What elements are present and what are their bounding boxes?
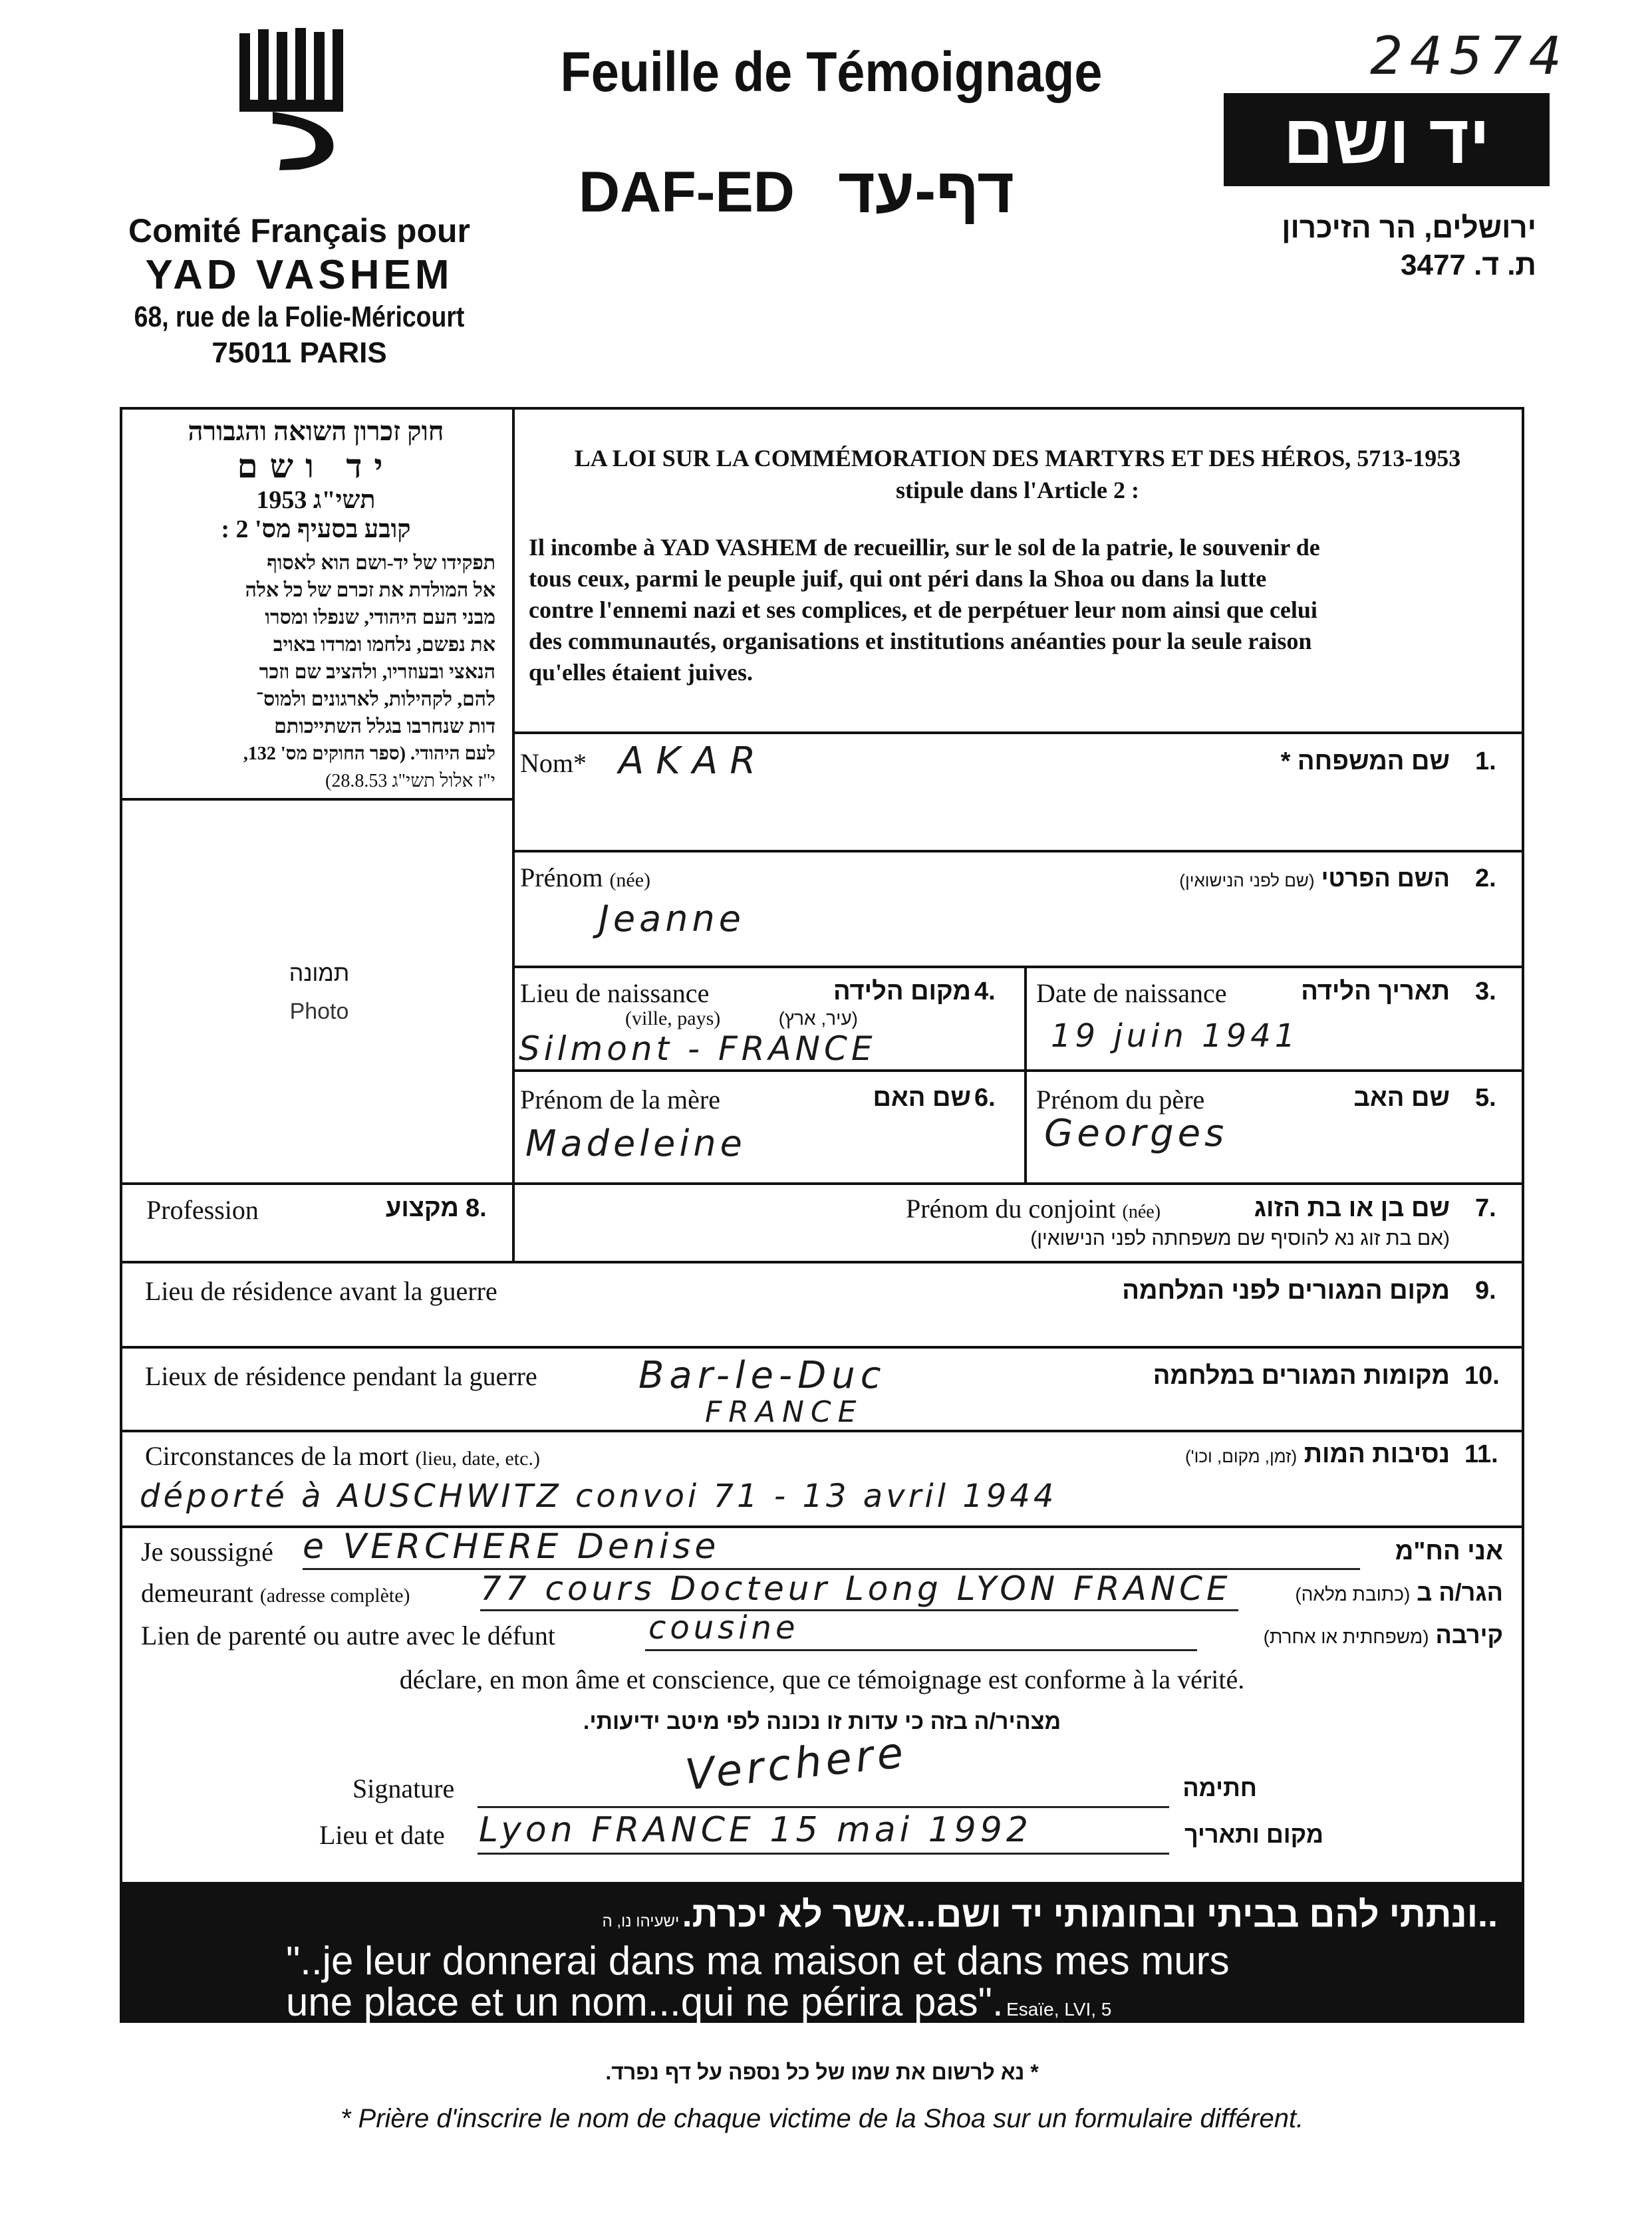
org-address-line-1: 68, rue de la Folie-Méricourt: [134, 301, 465, 333]
law-french-line: contre l'ennemi nazi et ses complices, et de perpétuer leur nom ainsi que celui: [529, 596, 1317, 623]
photo-label: Photo: [289, 999, 349, 1024]
field-prenom-pere-value: Georges: [1044, 1112, 1228, 1155]
field-nom-number: 1.: [1475, 747, 1496, 775]
witness-soussigne-value: e VERCHERE Denise: [303, 1527, 720, 1567]
field-residence-pendant-label: Lieux de résidence pendant la guerre: [145, 1361, 537, 1391]
law-hebrew-line: הנאצי ובעוזריו, ולהציב שם וזכר: [259, 661, 495, 683]
field-residence-pendant-number: 10.: [1464, 1362, 1500, 1390]
law-hebrew-line: י"ז אלול תשי"ג 28.8.53): [325, 771, 495, 791]
page-title: Feuille de Témoignage: [560, 41, 1103, 103]
field-date-naissance-he: תאריך הלידה: [1301, 978, 1450, 1005]
field-lieu-naissance-sub-he: (עיר, ארץ): [778, 1008, 858, 1029]
field-circonstances-value: déporté à AUSCHWITZ convoi 71 - 13 avril 1944: [140, 1478, 1057, 1515]
field-conjoint-label: [906, 1193, 1161, 1224]
law-french-line: tous ceux, parmi le peuple juif, qui ont péri dans la Shoa ou dans la lutte: [529, 565, 1267, 592]
field-circonstances-label-small: (lieu, date, etc.): [415, 1448, 540, 1470]
field-circonstances-number: 11.: [1464, 1440, 1498, 1468]
field-circonstances-he: [1024, 1440, 1450, 1469]
field-circonstances-he-small: (זמן, מקום, וכו'): [1185, 1446, 1298, 1466]
field-lieu-naissance-label: Lieu de naissance: [520, 978, 710, 1008]
field-profession-label: Profession: [146, 1195, 259, 1225]
field-date-naissance-value: 19 juin 1941: [1051, 1017, 1300, 1055]
field-nom-value: AKAR: [619, 739, 768, 783]
field-prenom-pere-label: Prénom du père: [1036, 1085, 1205, 1115]
witness-demeurant-he-small: (כתובת מלאה): [1295, 1584, 1411, 1605]
witness-soussigne-he: אני הח"מ: [1395, 1537, 1503, 1565]
witness-lien-he-small: (משפחתית או אחרת): [1263, 1627, 1429, 1647]
law-hebrew-line: אל המולדת את זכרם של כל אלה: [245, 579, 495, 601]
law-hebrew-line: מבני העם היהודי, שנפלו ומסרו: [265, 606, 495, 628]
field-lieu-naissance-number: 4.: [974, 978, 996, 1005]
witness-lien-value: cousine: [648, 1609, 799, 1646]
field-conjoint-he: שם בן או בת הזוג: [1254, 1194, 1450, 1222]
law-french-subtitle: stipule dans l'Article 2 :: [896, 477, 1139, 503]
law-french-line: Il incombe à YAD VASHEM de recueillir, sur le sol de la patrie, le souvenir de: [529, 534, 1320, 561]
law-hebrew-line: יד ושם: [237, 448, 395, 485]
banner-hebrew-text: ..ונתתי להם בביתי ובחומותי יד ושם...אשר לא יכרת.: [682, 1895, 1498, 1934]
field-residence-pendant-value-1: Bar-le-Duc: [638, 1354, 887, 1397]
law-hebrew-block: [136, 416, 495, 795]
law-hebrew-line: להם, לקהילות, לארגונים ולמוס־: [255, 688, 495, 710]
witness-demeurant-label: [141, 1577, 410, 1609]
field-prenom-he-text: השם הפרטי: [1321, 864, 1450, 892]
banner-french-line-2: [286, 1979, 1111, 2025]
witness-lien-label: Lien de parenté ou autre avec le défunt: [141, 1621, 556, 1650]
field-conjoint-sub-he: (אם בת זוג נא להוסיף שם משפחתה לפני הנישואין): [1030, 1228, 1450, 1250]
law-french-line: qu'elles étaient juives.: [529, 659, 753, 686]
footnote-french: * Prière d'inscrire le nom de chaque victime de la Shoa sur un formulaire différent.: [340, 2104, 1304, 2133]
witness-demeurant-he: [1244, 1579, 1503, 1607]
banner-french-line-1: "..je leur donnerai dans ma maison et dans mes murs: [286, 1938, 1230, 1983]
witness-lien-he: [1204, 1621, 1503, 1649]
witness-declaration-he: מצהיר/ה בזה כי עדות זו נכונה לפי מיטב ידיעותי.: [583, 1709, 1061, 1734]
field-residence-avant-label: Lieu de résidence avant la guerre: [145, 1276, 497, 1306]
witness-soussigne-label: Je soussigné: [141, 1537, 273, 1567]
law-hebrew-line: לעם היהודי. (ספר החוקים מס' 132,: [243, 743, 495, 764]
field-prenom-pere-number: 5.: [1475, 1084, 1496, 1112]
witness-demeurant-he-text: הגר/ה ב: [1417, 1579, 1503, 1606]
logo-hebrew-text: יד ושם: [1283, 101, 1490, 178]
field-prenom-label-text: Prénom: [520, 862, 603, 892]
law-hebrew-line: חוק זכרון השואה והגבורה: [188, 416, 444, 446]
signature-label: Signature: [352, 1774, 455, 1803]
field-prenom-mere-he: שם האם: [873, 1084, 971, 1112]
field-prenom-mere-value: Madeleine: [525, 1122, 746, 1164]
lieu-date-he: מקום ותאריך: [1184, 1821, 1323, 1848]
lieu-date-label: Lieu et date: [319, 1820, 445, 1850]
field-date-naissance-label: Date de naissance: [1036, 978, 1227, 1008]
yad-vashem-hebrew-logo: [1224, 93, 1550, 186]
field-prenom-mere-number: 6.: [974, 1084, 996, 1112]
law-french-body: [529, 532, 1506, 688]
right-address-line-2: ת. ד. 3477: [1401, 249, 1536, 281]
law-hebrew-line: קובע בסעיף מס' 2 :: [221, 515, 411, 543]
field-nom-label: Nom*: [520, 748, 587, 778]
field-residence-avant-number: 9.: [1475, 1277, 1496, 1305]
field-conjoint-number: 7.: [1475, 1194, 1496, 1222]
law-hebrew-line: דות שנחרבו בגלל השתייכותם: [274, 716, 495, 737]
field-circonstances-label: [145, 1440, 540, 1472]
field-residence-avant-he: מקום המגורים לפני המלחמה: [1122, 1277, 1450, 1305]
field-lieu-naissance-sub: (ville, pays): [625, 1007, 721, 1029]
footnote-hebrew: * נא לרשום את שמו של כל נספה על דף נפרד.: [605, 2060, 1039, 2084]
field-prenom-label-small: (née): [609, 869, 651, 891]
field-prenom-value: Jeanne: [599, 898, 745, 940]
law-french-line: des communautés, organisations et institutions anéanties pour la seule raison: [529, 628, 1312, 654]
law-hebrew-line: תשי"ג 1953: [256, 486, 376, 514]
witness-demeurant-label-small: (adresse complète): [259, 1585, 410, 1607]
law-french-title: LA LOI SUR LA COMMÉMORATION DES MARTYRS ET DES HÉROS, 5713-1953: [574, 445, 1461, 471]
signature-value: Verchere: [683, 1728, 910, 1801]
field-prenom-pere-he: שם האב: [1353, 1084, 1450, 1112]
right-address-line-1: ירושלים, הר הזיכרון: [1282, 211, 1536, 244]
field-prenom-number: 2.: [1475, 864, 1496, 892]
witness-lien-he-text: קירבה: [1435, 1621, 1503, 1648]
field-prenom-label: [520, 862, 650, 893]
field-nom-label-hebrew: שם המשפחה *: [1280, 747, 1450, 775]
photo-area: [122, 801, 512, 1181]
field-residence-pendant-value-2: FRANCE: [705, 1395, 863, 1429]
archive-number: 24574: [1370, 27, 1569, 86]
banner-hebrew-ref: ישעיהו נו, ה: [602, 1912, 680, 1930]
field-conjoint-label-small: (née): [1122, 1202, 1161, 1222]
photo-label-hebrew: תמונה: [289, 961, 350, 986]
field-profession-number: 8.: [466, 1194, 487, 1222]
field-lieu-naissance-value: Silmont - FRANCE: [519, 1029, 877, 1068]
field-prenom-mere-label: Prénom de la mère: [520, 1085, 720, 1115]
field-conjoint-label-text: Prénom du conjoint: [906, 1194, 1116, 1224]
field-profession-he: מקצוע: [385, 1194, 459, 1222]
banner-french-line-2-text: une place et un nom...qui ne périra pas".: [286, 1980, 1004, 2024]
field-circonstances-he-text: נסיבות המות: [1304, 1440, 1450, 1468]
law-hebrew-line: תפקידו של יד-ושם הוא לאסוף: [267, 552, 495, 574]
daf-ed-latin: DAF-ED: [579, 160, 795, 224]
field-residence-pendant-he: מקומות המגורים במלחמה: [1153, 1362, 1450, 1390]
field-prenom-he-small: (שם לפני הנישואין): [1179, 870, 1315, 890]
org-address-line-2: 75011 PARIS: [211, 336, 387, 369]
law-hebrew-line: את נפשם, נלחמו ומרדו באויב: [273, 634, 495, 656]
org-name-line-2: YAD VASHEM: [145, 252, 454, 298]
witness-demeurant-value: 77 cours Docteur Long LYON FRANCE: [480, 1569, 1232, 1608]
field-circonstances-label-text: Circonstances de la mort: [145, 1441, 409, 1471]
daf-ed-hebrew: דף-עד: [838, 155, 1014, 226]
witness-demeurant-label-text: demeurant: [141, 1578, 253, 1608]
lieu-date-value: Lyon FRANCE 15 mai 1992: [479, 1810, 1032, 1850]
banner-hebrew: [367, 1894, 1498, 1935]
bottom-banner: [120, 1882, 1524, 2023]
banner-ref: Esaïe, LVI, 5: [1006, 1999, 1112, 2020]
field-prenom-label-hebrew: [998, 864, 1450, 892]
witness-declaration: déclare, en mon âme et conscience, que ce témoignage est conforme à la vérité.: [399, 1664, 1245, 1694]
signature-he: חתימה: [1182, 1774, 1257, 1801]
org-name-line-1: Comité Français pour: [128, 212, 470, 249]
field-lieu-naissance-he: מקום הלידה: [833, 978, 971, 1005]
field-date-naissance-number: 3.: [1475, 978, 1496, 1005]
yad-vashem-menorah-logo: [233, 27, 366, 180]
